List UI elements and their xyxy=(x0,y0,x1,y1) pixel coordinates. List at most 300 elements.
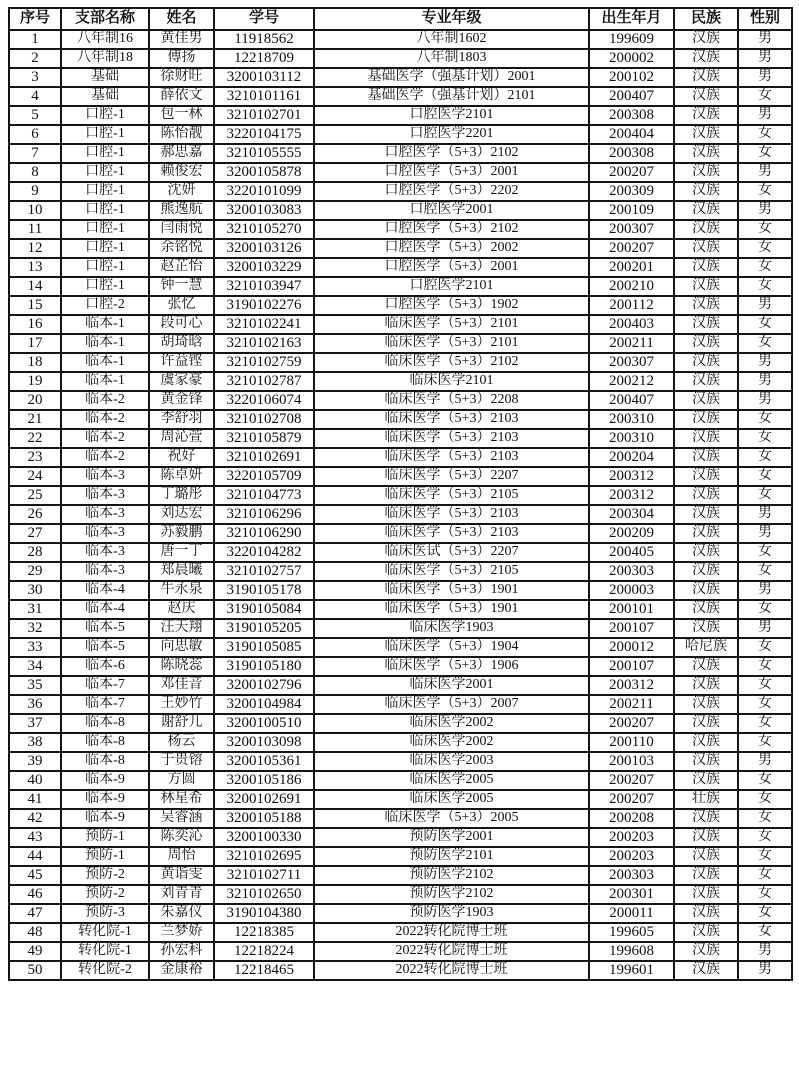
table-cell: 3210105555 xyxy=(214,144,314,163)
table-cell: 41 xyxy=(9,790,61,809)
table-cell: 黄佳男 xyxy=(149,30,214,49)
table-row xyxy=(9,638,792,657)
table-row xyxy=(9,961,792,980)
table-cell: 7 xyxy=(9,144,61,163)
table-cell: 3200103112 xyxy=(214,68,314,87)
table-cell: 199609 xyxy=(589,30,674,49)
table-cell: 汉族 xyxy=(674,676,738,695)
table-cell: 口腔-1 xyxy=(61,277,149,296)
table-cell: 临床医学（5+3）2103 xyxy=(314,524,589,543)
table-cell: 3210102695 xyxy=(214,847,314,866)
table-cell: 汉族 xyxy=(674,201,738,220)
table-cell: 女 xyxy=(738,429,792,448)
table-cell: 3200103126 xyxy=(214,239,314,258)
table-cell: 3210106290 xyxy=(214,524,314,543)
table-cell: 11 xyxy=(9,220,61,239)
table-cell: 汪天翔 xyxy=(149,619,214,638)
table-cell: 临本-3 xyxy=(61,486,149,505)
table-cell: 1 xyxy=(9,30,61,49)
table-cell: 汉族 xyxy=(674,581,738,600)
table-cell: 男 xyxy=(738,524,792,543)
table-cell: 预防医学2101 xyxy=(314,847,589,866)
table-cell: 2 xyxy=(9,49,61,68)
table-cell: 28 xyxy=(9,543,61,562)
table-cell: 13 xyxy=(9,258,61,277)
table-cell: 12218224 xyxy=(214,942,314,961)
table-cell: 向思敏 xyxy=(149,638,214,657)
table-cell: 39 xyxy=(9,752,61,771)
table-cell: 口腔医学2001 xyxy=(314,201,589,220)
table-row xyxy=(9,467,792,486)
table-cell: 汉族 xyxy=(674,391,738,410)
table-cell: 临本-1 xyxy=(61,353,149,372)
table-cell: 200109 xyxy=(589,201,674,220)
table-cell: 4 xyxy=(9,87,61,106)
table-row xyxy=(9,220,792,239)
table-cell: 临本-9 xyxy=(61,790,149,809)
table-cell: 200310 xyxy=(589,429,674,448)
table-cell: 3220104175 xyxy=(214,125,314,144)
table-cell: 男 xyxy=(738,68,792,87)
table-cell: 转化院-1 xyxy=(61,923,149,942)
table-cell: 12218385 xyxy=(214,923,314,942)
table-cell: 200003 xyxy=(589,581,674,600)
table-cell: 临床医学（5+3）2102 xyxy=(314,353,589,372)
table-cell: 3200104984 xyxy=(214,695,314,714)
table-cell: 刘达宏 xyxy=(149,505,214,524)
table-cell: 转化院-1 xyxy=(61,942,149,961)
table-cell: 临床医学（5+3）2007 xyxy=(314,695,589,714)
table-cell: 男 xyxy=(738,372,792,391)
table-row xyxy=(9,106,792,125)
table-row xyxy=(9,657,792,676)
table-cell: 唐一丁 xyxy=(149,543,214,562)
table-cell: 女 xyxy=(738,866,792,885)
table-cell: 口腔医学2201 xyxy=(314,125,589,144)
table-cell: 女 xyxy=(738,239,792,258)
table-cell: 临本-2 xyxy=(61,391,149,410)
table-cell: 女 xyxy=(738,733,792,752)
table-cell: 基础医学（强基计划）2101 xyxy=(314,87,589,106)
table-cell: 临床医学（5+3）2101 xyxy=(314,334,589,353)
table-cell: 3210102163 xyxy=(214,334,314,353)
table-cell: 31 xyxy=(9,600,61,619)
table-cell: 周沁萱 xyxy=(149,429,214,448)
table-row xyxy=(9,790,792,809)
table-cell: 女 xyxy=(738,676,792,695)
table-cell: 哈尼族 xyxy=(674,638,738,657)
table-cell: 李舒羽 xyxy=(149,410,214,429)
table-cell: 汉族 xyxy=(674,182,738,201)
table-cell: 21 xyxy=(9,410,61,429)
table-cell: 临本-8 xyxy=(61,752,149,771)
table-cell: 男 xyxy=(738,581,792,600)
table-cell: 3190102276 xyxy=(214,296,314,315)
table-cell: 预防医学1903 xyxy=(314,904,589,923)
table-cell: 汉族 xyxy=(674,429,738,448)
table-row xyxy=(9,771,792,790)
table-cell: 邓佳音 xyxy=(149,676,214,695)
table-row xyxy=(9,410,792,429)
table-cell: 临床医试（5+3）2207 xyxy=(314,543,589,562)
table-cell: 200303 xyxy=(589,866,674,885)
table-row xyxy=(9,543,792,562)
table-cell: 基础医学（强基计划）2001 xyxy=(314,68,589,87)
table-row xyxy=(9,847,792,866)
table-cell: 3220104282 xyxy=(214,543,314,562)
table-cell: 八年制18 xyxy=(61,49,149,68)
table-cell: 汉族 xyxy=(674,277,738,296)
table-cell: 女 xyxy=(738,657,792,676)
table-cell: 临床医学1903 xyxy=(314,619,589,638)
table-row xyxy=(9,125,792,144)
table-cell: 基础 xyxy=(61,87,149,106)
table-cell: 50 xyxy=(9,961,61,980)
table-cell: 33 xyxy=(9,638,61,657)
table-cell: 3200102691 xyxy=(214,790,314,809)
table-cell: 女 xyxy=(738,182,792,201)
table-row xyxy=(9,68,792,87)
table-cell: 汉族 xyxy=(674,296,738,315)
table-cell: 女 xyxy=(738,828,792,847)
table-cell: 6 xyxy=(9,125,61,144)
table-cell: 200207 xyxy=(589,239,674,258)
table-cell: 女 xyxy=(738,847,792,866)
table-cell: 200312 xyxy=(589,486,674,505)
table-cell: 3210101161 xyxy=(214,87,314,106)
student-roster-table xyxy=(8,7,793,981)
table-cell: 赵庆 xyxy=(149,600,214,619)
table-cell: 汉族 xyxy=(674,866,738,885)
table-cell: 转化院-2 xyxy=(61,961,149,980)
table-cell: 男 xyxy=(738,163,792,182)
table-cell: 3210102711 xyxy=(214,866,314,885)
table-cell: 200110 xyxy=(589,733,674,752)
table-cell: 包一林 xyxy=(149,106,214,125)
table-cell: 男 xyxy=(738,961,792,980)
table-row xyxy=(9,353,792,372)
table-cell: 徐财旺 xyxy=(149,68,214,87)
table-cell: 22 xyxy=(9,429,61,448)
table-cell: 男 xyxy=(738,505,792,524)
table-cell: 200407 xyxy=(589,87,674,106)
table-cell: 临本-9 xyxy=(61,809,149,828)
table-cell: 3200102796 xyxy=(214,676,314,695)
table-cell: 临本-7 xyxy=(61,676,149,695)
table-cell: 42 xyxy=(9,809,61,828)
table-cell: 32 xyxy=(9,619,61,638)
table-cell: 200307 xyxy=(589,220,674,239)
table-cell: 临本-3 xyxy=(61,505,149,524)
table-cell: 汉族 xyxy=(674,315,738,334)
column-header: 序号 xyxy=(9,8,61,30)
table-cell: 女 xyxy=(738,277,792,296)
table-cell: 汉族 xyxy=(674,942,738,961)
table-cell: 预防-1 xyxy=(61,847,149,866)
table-cell: 八年制1803 xyxy=(314,49,589,68)
table-cell: 男 xyxy=(738,106,792,125)
table-cell: 汉族 xyxy=(674,486,738,505)
table-cell: 3210103947 xyxy=(214,277,314,296)
table-cell: 12218465 xyxy=(214,961,314,980)
table-cell: 199605 xyxy=(589,923,674,942)
table-row xyxy=(9,486,792,505)
table-cell: 男 xyxy=(738,752,792,771)
table-cell: 3210105879 xyxy=(214,429,314,448)
table-cell: 女 xyxy=(738,220,792,239)
table-row xyxy=(9,866,792,885)
table-cell: 临床医学（5+3）2103 xyxy=(314,505,589,524)
table-cell: 女 xyxy=(738,334,792,353)
table-cell: 20 xyxy=(9,391,61,410)
table-cell: 汉族 xyxy=(674,125,738,144)
table-cell: 45 xyxy=(9,866,61,885)
table-cell: 200203 xyxy=(589,828,674,847)
table-cell: 临本-1 xyxy=(61,372,149,391)
table-cell: 3220101099 xyxy=(214,182,314,201)
table-cell: 陈晓蕊 xyxy=(149,657,214,676)
table-cell: 临床医学（5+3）2103 xyxy=(314,448,589,467)
column-header: 民族 xyxy=(674,8,738,30)
table-header xyxy=(9,8,792,30)
table-cell: 虞家豪 xyxy=(149,372,214,391)
table-cell: 3200105186 xyxy=(214,771,314,790)
table-cell: 临床医学（5+3）2101 xyxy=(314,315,589,334)
table-cell: 汉族 xyxy=(674,410,738,429)
table-cell: 8 xyxy=(9,163,61,182)
table-cell: 临本-8 xyxy=(61,714,149,733)
table-cell: 汉族 xyxy=(674,144,738,163)
table-cell: 汉族 xyxy=(674,334,738,353)
table-cell: 张忆 xyxy=(149,296,214,315)
table-row xyxy=(9,923,792,942)
table-cell: 汉族 xyxy=(674,961,738,980)
table-cell: 200002 xyxy=(589,49,674,68)
table-cell: 3210105270 xyxy=(214,220,314,239)
column-header: 支部名称 xyxy=(61,8,149,30)
table-cell: 汉族 xyxy=(674,239,738,258)
table-cell: 预防医学2102 xyxy=(314,885,589,904)
table-cell: 女 xyxy=(738,600,792,619)
table-cell: 200101 xyxy=(589,600,674,619)
table-cell: 临床医学2101 xyxy=(314,372,589,391)
table-cell: 38 xyxy=(9,733,61,752)
table-cell: 40 xyxy=(9,771,61,790)
table-cell: 临床医学（5+3）1906 xyxy=(314,657,589,676)
table-cell: 3210102787 xyxy=(214,372,314,391)
table-cell: 200312 xyxy=(589,676,674,695)
table-cell: 口腔-1 xyxy=(61,201,149,220)
table-cell: 汉族 xyxy=(674,885,738,904)
table-cell: 女 xyxy=(738,809,792,828)
table-cell: 基础 xyxy=(61,68,149,87)
table-cell: 汉族 xyxy=(674,467,738,486)
table-row xyxy=(9,733,792,752)
table-cell: 15 xyxy=(9,296,61,315)
table-cell: 3210102650 xyxy=(214,885,314,904)
table-cell: 48 xyxy=(9,923,61,942)
table-cell: 口腔-1 xyxy=(61,144,149,163)
table-cell: 临本-3 xyxy=(61,467,149,486)
table-cell: 女 xyxy=(738,467,792,486)
table-cell: 200207 xyxy=(589,714,674,733)
table-cell: 200308 xyxy=(589,106,674,125)
table-cell: 49 xyxy=(9,942,61,961)
table-cell: 汉族 xyxy=(674,695,738,714)
table-cell: 方圆 xyxy=(149,771,214,790)
table-cell: 3220106074 xyxy=(214,391,314,410)
table-cell: 34 xyxy=(9,657,61,676)
table-cell: 胡琦晗 xyxy=(149,334,214,353)
table-cell: 200107 xyxy=(589,657,674,676)
table-cell: 陈怡靓 xyxy=(149,125,214,144)
table-cell: 36 xyxy=(9,695,61,714)
table-cell: 女 xyxy=(738,885,792,904)
table-cell: 陈奕沁 xyxy=(149,828,214,847)
table-cell: 兰梦娇 xyxy=(149,923,214,942)
table-cell: 汉族 xyxy=(674,87,738,106)
table-cell: 八年制16 xyxy=(61,30,149,49)
table-cell: 47 xyxy=(9,904,61,923)
table-cell: 汉族 xyxy=(674,923,738,942)
table-cell: 陈卓妍 xyxy=(149,467,214,486)
table-cell: 汉族 xyxy=(674,619,738,638)
table-cell: 199608 xyxy=(589,942,674,961)
table-cell: 临本-5 xyxy=(61,619,149,638)
table-cell: 200301 xyxy=(589,885,674,904)
table-cell: 19 xyxy=(9,372,61,391)
table-cell: 汉族 xyxy=(674,220,738,239)
table-row xyxy=(9,372,792,391)
table-cell: 汉族 xyxy=(674,258,738,277)
table-cell: 11918562 xyxy=(214,30,314,49)
table-cell: 200012 xyxy=(589,638,674,657)
table-cell: 临本-6 xyxy=(61,657,149,676)
table-cell: 女 xyxy=(738,562,792,581)
table-cell: 女 xyxy=(738,695,792,714)
table-cell: 2022转化院博士班 xyxy=(314,923,589,942)
table-cell: 汉族 xyxy=(674,600,738,619)
table-row xyxy=(9,30,792,49)
table-cell: 200207 xyxy=(589,163,674,182)
table-cell: 牛永泉 xyxy=(149,581,214,600)
table-cell: 预防-2 xyxy=(61,866,149,885)
table-cell: 女 xyxy=(738,543,792,562)
table-cell: 35 xyxy=(9,676,61,695)
table-cell: 200304 xyxy=(589,505,674,524)
table-cell: 薛依文 xyxy=(149,87,214,106)
table-cell: 汉族 xyxy=(674,49,738,68)
table-cell: 汉族 xyxy=(674,828,738,847)
table-cell: 3200105878 xyxy=(214,163,314,182)
table-cell: 男 xyxy=(738,391,792,410)
table-cell: 汉族 xyxy=(674,505,738,524)
table-cell: 26 xyxy=(9,505,61,524)
table-cell: 汉族 xyxy=(674,771,738,790)
table-cell: 3190105178 xyxy=(214,581,314,600)
table-cell: 29 xyxy=(9,562,61,581)
table-cell: 200212 xyxy=(589,372,674,391)
table-cell: 3190105085 xyxy=(214,638,314,657)
table-cell: 汉族 xyxy=(674,448,738,467)
table-cell: 临本-2 xyxy=(61,410,149,429)
table-cell: 临本-1 xyxy=(61,334,149,353)
table-cell: 200203 xyxy=(589,847,674,866)
table-row xyxy=(9,581,792,600)
table-cell: 林星希 xyxy=(149,790,214,809)
table-cell: 37 xyxy=(9,714,61,733)
table-cell: 郝思嘉 xyxy=(149,144,214,163)
table-cell: 200211 xyxy=(589,334,674,353)
table-cell: 男 xyxy=(738,296,792,315)
table-cell: 女 xyxy=(738,448,792,467)
table-cell: 199601 xyxy=(589,961,674,980)
table-cell: 赵芷怡 xyxy=(149,258,214,277)
table-cell: 女 xyxy=(738,144,792,163)
table-cell: 临床医学（5+3）2005 xyxy=(314,809,589,828)
table-cell: 金康裕 xyxy=(149,961,214,980)
table-cell: 口腔-1 xyxy=(61,125,149,144)
table-cell: 3200103229 xyxy=(214,258,314,277)
table-cell: 八年制1602 xyxy=(314,30,589,49)
table-cell: 200208 xyxy=(589,809,674,828)
table-cell: 吴睿涵 xyxy=(149,809,214,828)
table-cell: 女 xyxy=(738,904,792,923)
table-cell: 临本-8 xyxy=(61,733,149,752)
table-cell: 3200103098 xyxy=(214,733,314,752)
table-row xyxy=(9,695,792,714)
table-cell: 200211 xyxy=(589,695,674,714)
table-row xyxy=(9,942,792,961)
table-cell: 汉族 xyxy=(674,543,738,562)
table-cell: 王妙竹 xyxy=(149,695,214,714)
table-cell: 女 xyxy=(738,923,792,942)
table-cell: 黄金锋 xyxy=(149,391,214,410)
table-cell: 200312 xyxy=(589,467,674,486)
table-cell: 200011 xyxy=(589,904,674,923)
table-cell: 200303 xyxy=(589,562,674,581)
table-cell: 200405 xyxy=(589,543,674,562)
header-row xyxy=(9,8,792,30)
table-cell: 口腔医学（5+3）1902 xyxy=(314,296,589,315)
column-header: 姓名 xyxy=(149,8,214,30)
table-row xyxy=(9,258,792,277)
table-cell: 23 xyxy=(9,448,61,467)
column-header: 出生年月 xyxy=(589,8,674,30)
table-cell: 5 xyxy=(9,106,61,125)
table-cell: 9 xyxy=(9,182,61,201)
table-cell: 汉族 xyxy=(674,809,738,828)
table-row xyxy=(9,87,792,106)
table-cell: 刘青青 xyxy=(149,885,214,904)
table-row xyxy=(9,809,792,828)
table-cell: 临床医学（5+3）1901 xyxy=(314,600,589,619)
column-header: 性别 xyxy=(738,8,792,30)
table-cell: 临床医学（5+3）1901 xyxy=(314,581,589,600)
table-cell: 12218709 xyxy=(214,49,314,68)
table-cell: 女 xyxy=(738,790,792,809)
table-cell: 18 xyxy=(9,353,61,372)
table-row xyxy=(9,885,792,904)
table-row xyxy=(9,163,792,182)
table-row xyxy=(9,676,792,695)
table-cell: 临床医学（5+3）1904 xyxy=(314,638,589,657)
table-cell: 25 xyxy=(9,486,61,505)
table-cell: 临床医学（5+3）2103 xyxy=(314,410,589,429)
table-cell: 汉族 xyxy=(674,904,738,923)
table-cell: 汉族 xyxy=(674,353,738,372)
table-cell: 3210102708 xyxy=(214,410,314,429)
